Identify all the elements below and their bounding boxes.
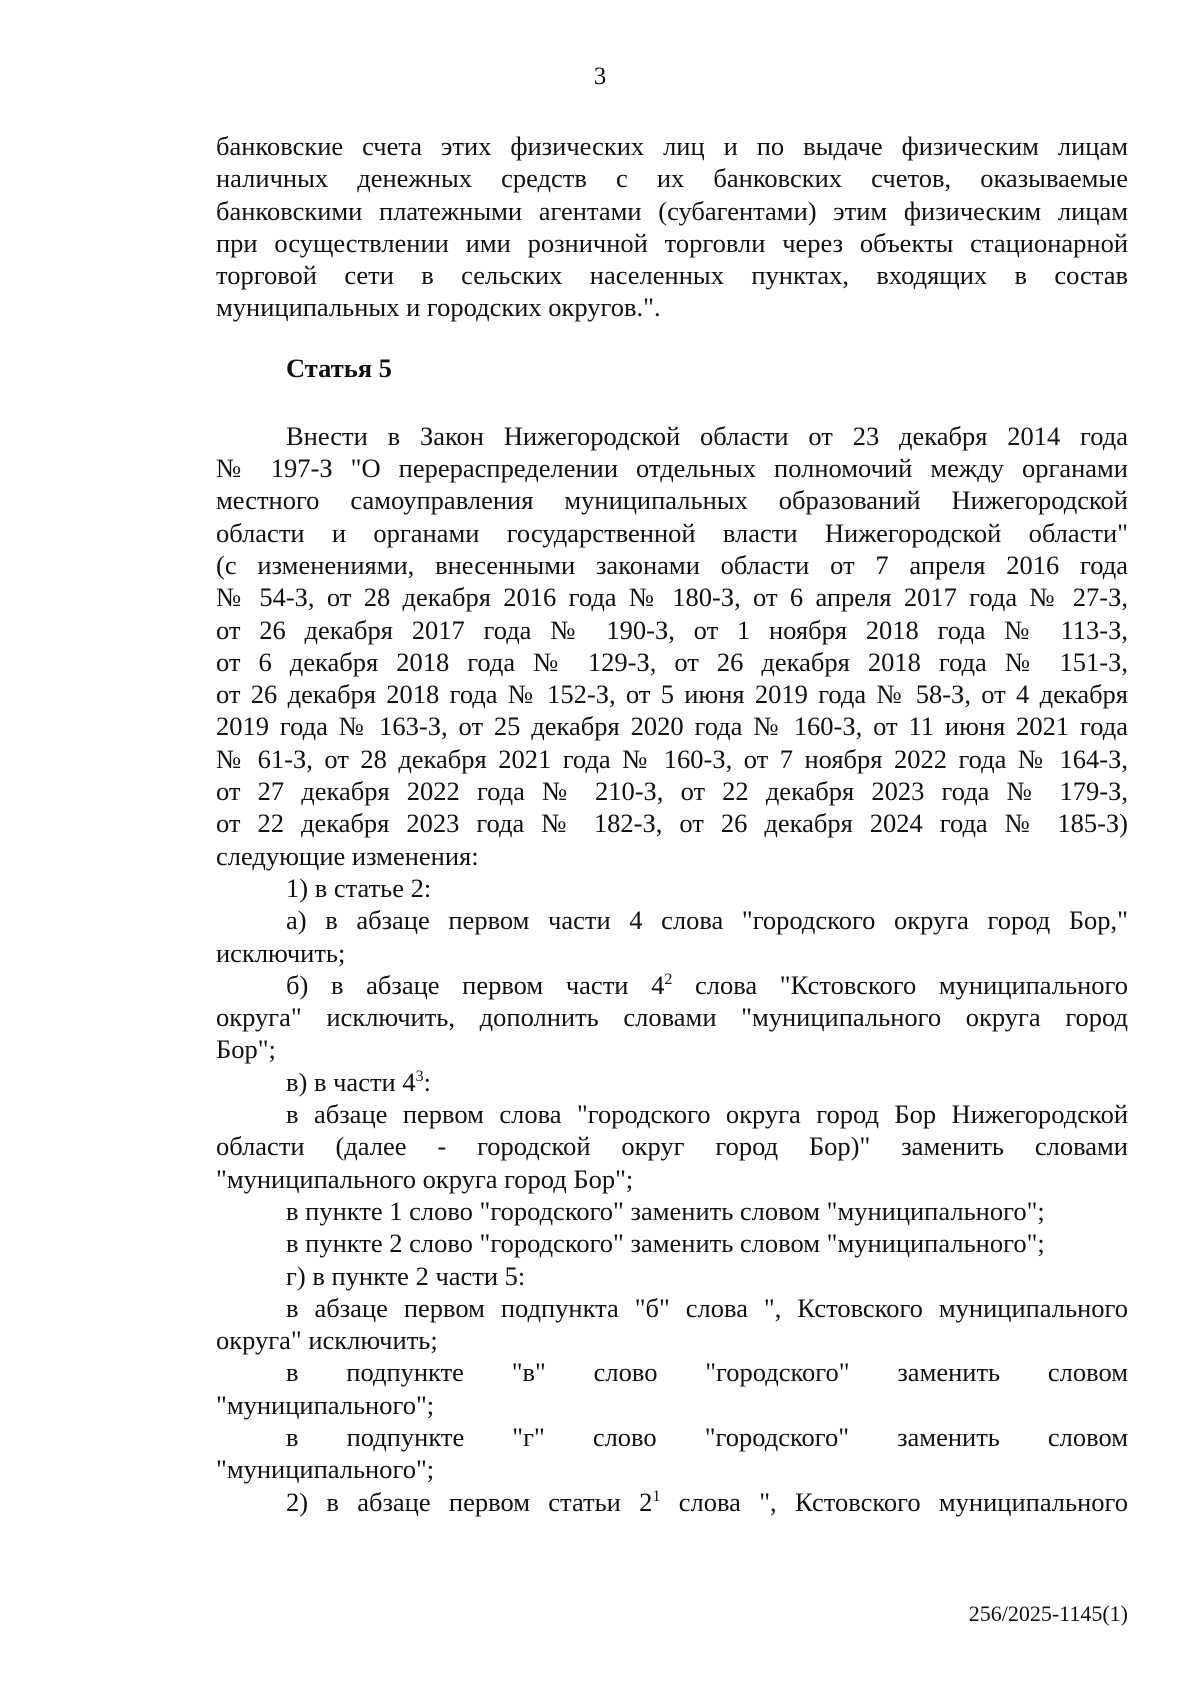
document-body (216, 130, 1128, 1518)
text-line: следующие изменения: (216, 840, 479, 871)
page-number: 3 (593, 63, 607, 90)
text-line: в пункте 2 слово "городского" заменить словом "муниципального"; (286, 1228, 1045, 1259)
text-line: округа" исключить; (216, 1325, 438, 1356)
text-fragment: слова "Кстовского муниципального (672, 969, 1128, 1000)
superscript: 1 (652, 1487, 661, 1505)
text-line: "муниципального"; (216, 1454, 435, 1485)
text-line: при осуществлении ими розничной торговли через объекты стационарной (216, 227, 1128, 258)
text-fragment: слова ", Кстовского муниципального (660, 1486, 1129, 1517)
text-line: в абзаце первом слова "городского округа город Бор Нижегородской (286, 1099, 1128, 1130)
text-line: банковскими платежными агентами (субагентами) этим физическим лицам (216, 195, 1128, 226)
list-item (216, 1486, 1128, 1518)
article-heading: Статья 5 (286, 352, 392, 383)
text-line: Бор"; (216, 1034, 276, 1065)
text-line: № 61-З, от 28 декабря 2021 года № 160-З, от 7 ноября 2022 года № 164-З, (216, 743, 1128, 774)
text-fragment: б) в абзаце первом части 4 (286, 969, 665, 1000)
text-line: а) в абзаце первом части 4 слова "городского округа город Бор," (286, 905, 1128, 936)
text-line: в абзаце первом подпункта "б" слова ", Кстовского муниципального (286, 1292, 1128, 1323)
text-line: от 22 декабря 2023 года № 182-З, от 26 декабря 2024 года № 185-З) (216, 808, 1128, 839)
text-line: исключить; (216, 937, 346, 968)
text-line: области (далее - городской округ город Бор)" заменить словами (216, 1131, 1128, 1162)
text-line: "муниципального"; (216, 1389, 435, 1420)
text-line: наличных денежных средств с их банковских счетов, оказываемые (216, 163, 1128, 194)
text-line: округа" исключить, дополнить словами "муниципального округа город (216, 1002, 1128, 1033)
text-fragment: 2) в абзаце первом статьи 2 (286, 1486, 653, 1517)
text-line: от 27 декабря 2022 года № 210-З, от 22 декабря 2023 года № 179-З, (216, 776, 1128, 807)
list-item: 1) в статье 2: (286, 872, 432, 903)
text-line: местного самоуправления муниципальных образований Нижегородской (216, 485, 1128, 516)
text-line: (с изменениями, внесенными законами области от 7 апреля 2016 года (216, 549, 1128, 580)
text-line: № 54-З, от 28 декабря 2016 года № 180-З, от 6 апреля 2017 года № 27-З, (216, 582, 1128, 613)
text-line: области и органами государственной власти Нижегородской области" (216, 517, 1128, 548)
document-code: 256/2025-1145(1) (968, 1601, 1128, 1626)
list-item: г) в пункте 2 части 5: (286, 1260, 526, 1291)
text-fragment: : (423, 1066, 431, 1097)
text-line: в подпункте "в" слово "городского" заменить словом (286, 1357, 1128, 1388)
text-line: № 197-З "О перераспределении отдельных полномочий между органами (216, 453, 1128, 484)
text-line: банковские счета этих физических лиц и по выдаче физическим лицам (216, 131, 1128, 161)
list-item (216, 1066, 1128, 1098)
text-line: в подпункте "г" слово "городского" заменить словом (286, 1421, 1128, 1452)
text-fragment: в) в части 4 (286, 1066, 416, 1097)
superscript: 3 (415, 1067, 424, 1085)
text-line: от 6 декабря 2018 года № 129-З, от 26 декабря 2018 года № 151-З, (216, 646, 1128, 677)
text-line: "муниципального округа город Бор"; (216, 1163, 634, 1194)
superscript: 2 (664, 971, 673, 988)
text-line: Внести в Закон Нижегородской области от 23 декабря 2014 года (286, 420, 1128, 451)
text-line: в пункте 1 слово "городского" заменить словом "муниципального"; (286, 1195, 1045, 1226)
text-line (216, 969, 1128, 1001)
text-line: от 26 декабря 2018 года № 152-З, от 5 июня 2019 года № 58-З, от 4 декабря (216, 679, 1128, 710)
text-line: 2019 года № 163-З, от 25 декабря 2020 года № 160-З, от 11 июня 2021 года (216, 711, 1128, 742)
text-line: от 26 декабря 2017 года № 190-З, от 1 ноября 2018 года № 113-З, (216, 614, 1128, 645)
text-line: муниципальных и городских округов.". (216, 292, 661, 323)
text-line: торговой сети в сельских населенных пунктах, входящих в состав (216, 260, 1128, 291)
